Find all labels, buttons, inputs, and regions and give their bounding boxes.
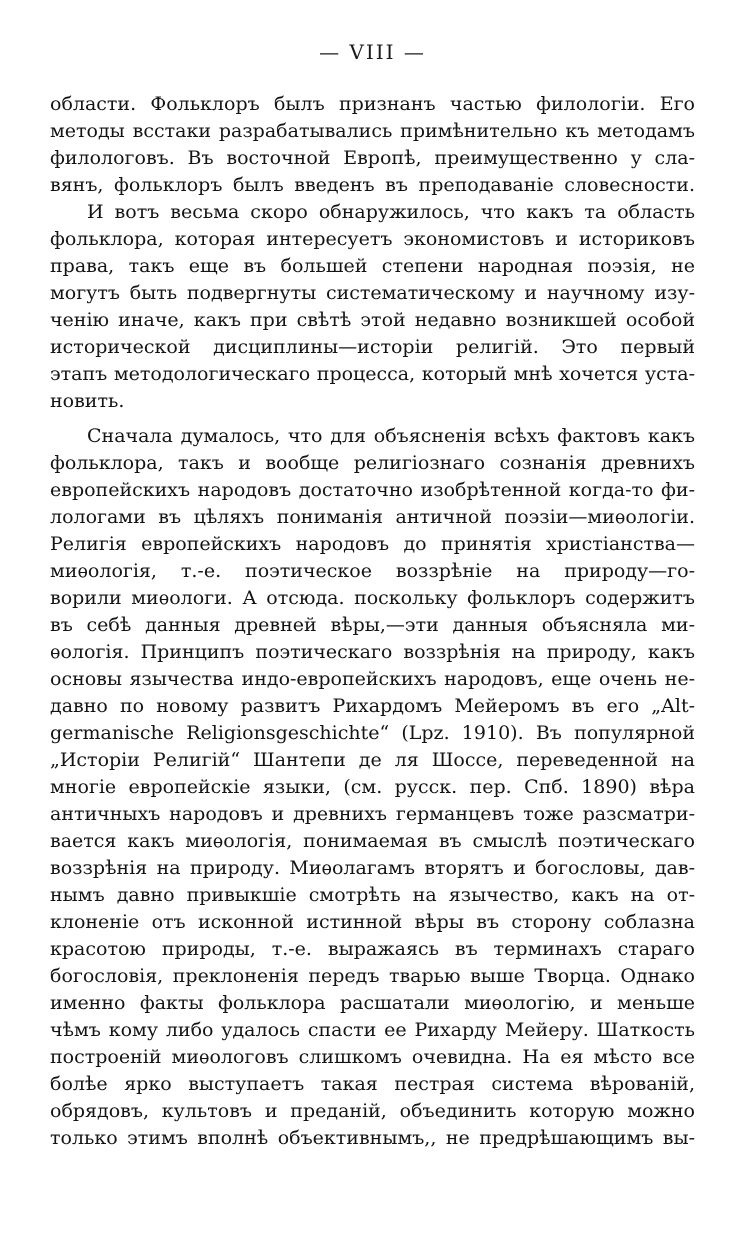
text-line: въ себѣ данныя древней вѣры,—эти данныя объясняла ми- [50, 614, 695, 636]
text-line: „Исторiи Религiй“ Шантепи де ля Шоссе, переведенной на [50, 749, 695, 771]
text-line: права, такъ еще въ большей степени народная поэзiя, не [50, 255, 695, 277]
text-line: этапъ методологическаго процесса, который мнѣ хочется уста- [50, 363, 695, 385]
text-line: вянъ, фольклоръ былъ введенъ въ преподаванiе словесности. [50, 174, 695, 196]
text-line: только этимъ вполнѣ объективнымъ,, не предрѣшающимъ вы- [50, 1127, 695, 1149]
text-line: фольклора, которая интересуетъ экономистовъ и историковъ [50, 228, 695, 250]
text-line: ворили миѳологи. А отсюда. поскольку фольклоръ содержитъ [50, 587, 695, 609]
text-line: И вотъ весьма скоро обнаружилось, что какъ та область [87, 201, 695, 223]
text-line: ѳологiя. Принципъ поэтическаго воззрѣнiя на природу, какъ [50, 641, 695, 663]
text-line: обрядовъ, культовъ и преданiй, объединить которую можно [50, 1100, 695, 1122]
text-line: европейскихъ народовъ достаточно изобрѣтенной когда-то фи- [50, 479, 695, 501]
text-line: многiе европейскiе языки, (см. русск. пер. Спб. 1890) вѣра [50, 776, 695, 798]
text-line: воззрѣнiя на природу. Миѳолагамъ вторятъ и богословы, дав- [50, 857, 695, 879]
text-line: именно факты фольклора расшатали миѳологiю, и меньше [50, 992, 695, 1014]
text-line: основы язычества индо-европейскихъ народовъ, еще очень не- [50, 668, 695, 690]
text-line: красотою природы, т.-е. выражаясь въ терминахъ стараго [50, 938, 695, 960]
text-line: болѣе ярко выступаетъ такая пестрая система вѣрованiй, [50, 1073, 695, 1095]
text-line: построенiй миѳологовъ слишкомъ очевидна. На ея мѣсто все [50, 1046, 695, 1068]
text-line: чѣмъ кому либо удалось спасти ее Рихарду Мейеру. Шаткость [50, 1019, 695, 1041]
paragraph-2 [50, 199, 695, 415]
text-line: нымъ давно привыкшiе смотрѣть на язычество, какъ на от- [50, 884, 695, 906]
text-line: могутъ быть подвергнуты систематическому и научному изу- [50, 282, 695, 304]
paragraph-gap [50, 415, 695, 423]
text-line: фольклора, такъ и вообще религiознаго сознанiя древнихъ [50, 452, 695, 474]
paragraph-1 [50, 91, 695, 199]
text-line: ченiю иначе, какъ при свѣтѣ этой недавно возникшей особой [50, 309, 695, 331]
text-line: античныхъ народовъ и древнихъ германцевъ тоже разсматри- [50, 803, 695, 825]
text-line: клоненiе отъ исконной истинной вѣры въ сторону соблазна [50, 911, 695, 933]
text-line: вается какъ миѳологiя, понимаемая въ смыслѣ поэтическаго [50, 830, 695, 852]
text-line: Сначала думалось, что для объясненiя всѣхъ фактовъ какъ [87, 425, 695, 447]
text-line: исторической дисциплины—исторiи религiй. Это первый [50, 336, 695, 358]
text-line: области. Фольклоръ былъ признанъ частью филологiи. Его [50, 93, 695, 115]
text-line: методы всстаки разрабатывались примѣнительно къ методамъ [50, 120, 695, 142]
paragraph-3 [50, 423, 695, 1152]
text-line: давно по новому развитъ Рихардомъ Мейеромъ въ его „Alt- [50, 695, 695, 717]
text-line: богословiя, преклоненiя передъ тварью выше Творца. Однако [50, 965, 695, 987]
text-line: Религiя европейскихъ народовъ до принятiя христiанства— [50, 533, 695, 555]
text-line: филологовъ. Въ восточной Европѣ, преимущественно у сла- [50, 147, 695, 169]
text-line: germanische Religionsgeschichte“ (Lpz. 1910). Въ популярной [50, 722, 695, 744]
text-body [50, 91, 695, 1152]
page-number: — VIII — [319, 40, 426, 64]
text-line: лологами въ цѣляхъ пониманiя античной поэзiи—миѳологiи. [50, 506, 695, 528]
text-line: новить. [50, 390, 125, 412]
text-line: миѳологiя, т.-е. поэтическое воззрѣнiе на природу—го- [50, 560, 695, 582]
